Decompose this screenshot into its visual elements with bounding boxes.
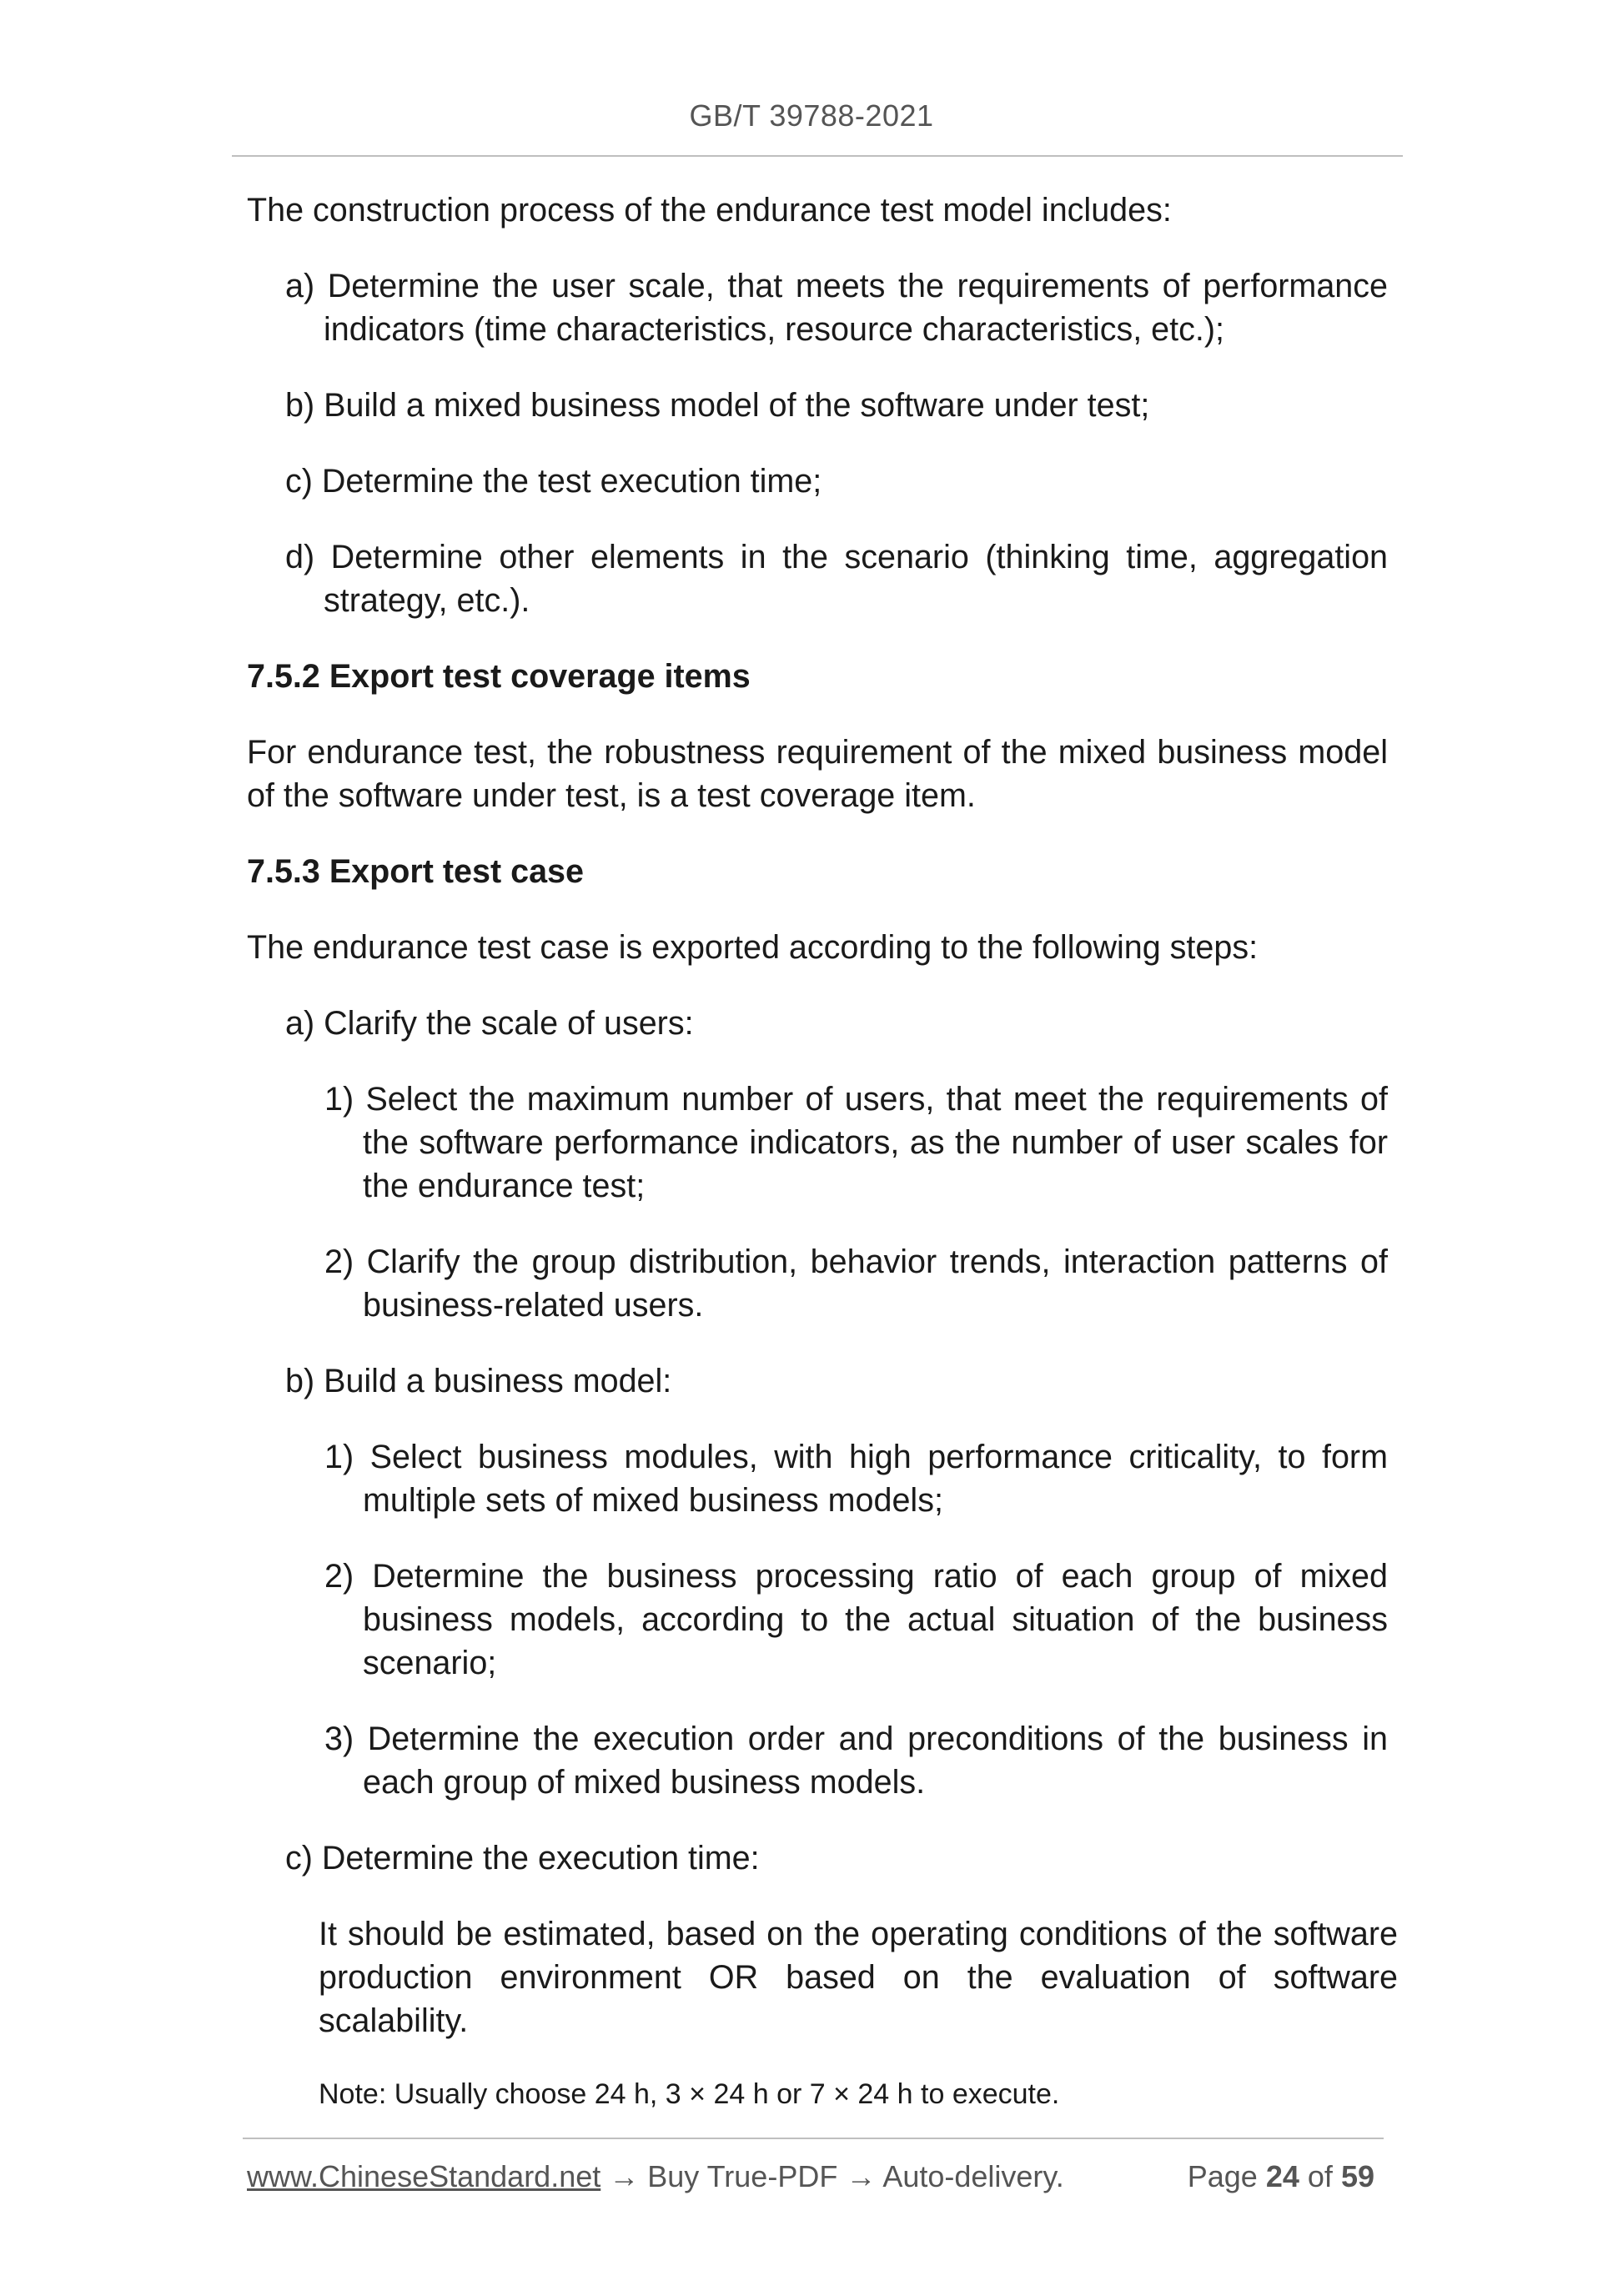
page-number	[1188, 2159, 1374, 2194]
page-of: of	[1307, 2159, 1333, 2193]
footer-promo	[247, 2159, 1064, 2194]
page-content	[247, 188, 1398, 2113]
list-item: c) Determine the test execution time;	[285, 463, 822, 500]
page-current: 24	[1265, 2159, 1299, 2193]
section-heading-7-5-2: 7.5.2 Export test coverage items	[247, 658, 751, 695]
header-divider	[232, 155, 1403, 157]
sub-list-item: 3) Determine the execution order and preconditions of the business in each group of mixed business models.	[324, 1721, 1388, 1801]
website-link[interactable]: www.ChineseStandard.net	[247, 2159, 601, 2193]
promo-text: → Buy True-PDF → Auto-delivery.	[600, 2159, 1064, 2193]
note: Note: Usually choose 24 h, 3 × 24 h or 7 × 24 h to execute.	[319, 2078, 1060, 2110]
list-item: b) Build a mixed business model of the software under test;	[285, 387, 1150, 424]
list-item: a) Determine the user scale, that meets the requirements of performance indicators (time characteristics, resource characteristics, etc.);	[285, 268, 1388, 348]
step-a: a) Clarify the scale of users:	[285, 1005, 694, 1042]
document-id: GB/T 39788-2021	[689, 98, 934, 133]
intro-paragraph: The construction process of the endurance test model includes:	[247, 192, 1172, 229]
list-item: d) Determine other elements in the scenario (thinking time, aggregation strategy, etc.).	[285, 539, 1388, 619]
page-total: 59	[1340, 2159, 1374, 2193]
step-c-paragraph: It should be estimated, based on the operating conditions of the software production environment OR based on the evaluation of software scalability.	[319, 1916, 1398, 2039]
sub-list-item: 1) Select the maximum number of users, that meet the requirements of the software performance indicators, as the number of user scales for the endurance test;	[324, 1081, 1388, 1204]
section-paragraph: The endurance test case is exported according to the following steps:	[247, 929, 1259, 966]
page-header	[0, 98, 1623, 133]
step-c: c) Determine the execution time:	[285, 1840, 760, 1876]
section-paragraph: For endurance test, the robustness requirement of the mixed business model of the software under test, is a test coverage item.	[247, 734, 1388, 814]
page-label: Page	[1187, 2159, 1258, 2193]
sub-list-item: 1) Select business modules, with high performance criticality, to form multiple sets of mixed business models;	[324, 1439, 1388, 1519]
step-b: b) Build a business model:	[285, 1363, 672, 1399]
footer-divider	[243, 2138, 1384, 2139]
section-heading-7-5-3: 7.5.3 Export test case	[247, 853, 584, 890]
sub-list-item: 2) Determine the business processing ratio of each group of mixed business models, according to the actual situation of the business scenario;	[324, 1558, 1388, 1681]
sub-list-item: 2) Clarify the group distribution, behavior trends, interaction patterns of business-related users.	[324, 1243, 1388, 1324]
